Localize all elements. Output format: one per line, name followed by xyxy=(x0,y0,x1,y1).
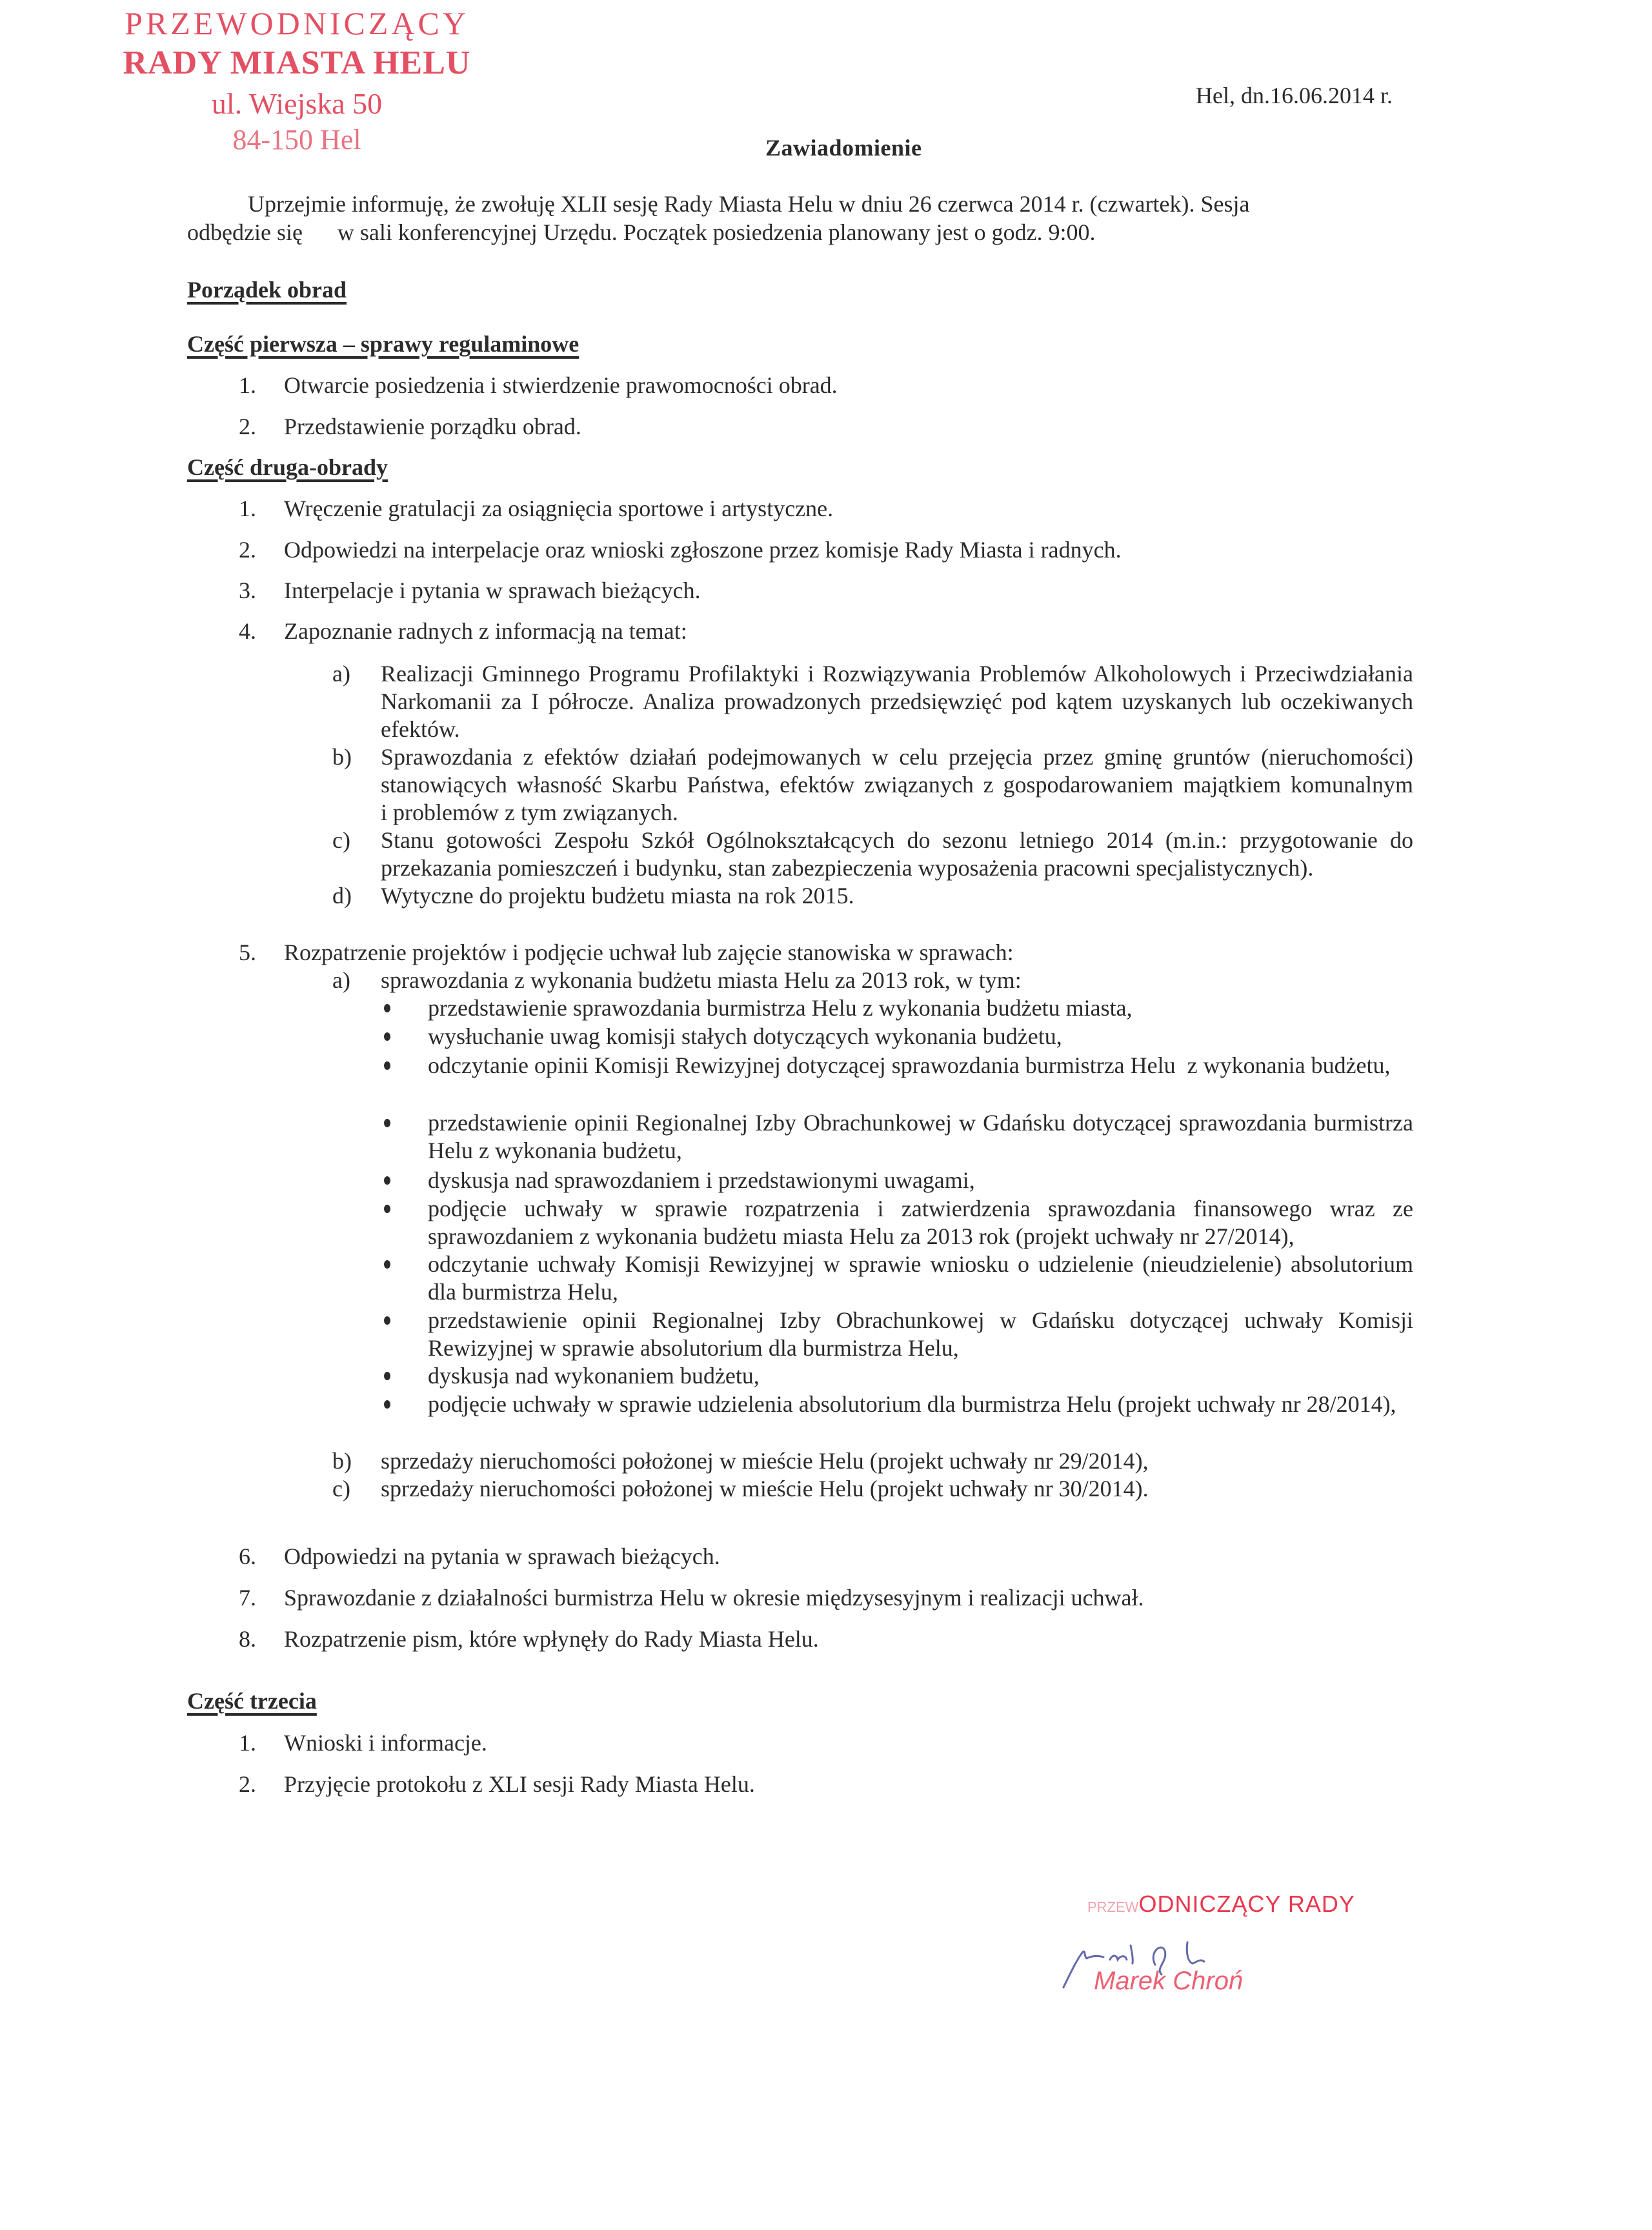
sub-item-text: sprawozdania z wykonania budżetu miasta Helu za 2013 rok, w tym: xyxy=(381,967,1022,993)
bullet-icon xyxy=(384,1372,390,1380)
stamp-faint-prefix: PRZEW xyxy=(1087,1899,1139,1915)
bullet-icon xyxy=(384,1061,390,1070)
bullet-text: przedstawienie opinii Regionalnej Izby Obrachunkowej w Gdańsku dotyczącej uchwały Komisji Rewizyjnej w sprawie absolutorium dla burmistrza Helu, xyxy=(428,1307,1413,1361)
bullet-text: podjęcie uchwały w sprawie rozpatrzenia i zatwierdzenia sprawozdania finansowego wraz ze sprawozdaniem z wykonania budżetu miasta Helu za 2013 rok (projekt uchwały nr 27/2014), xyxy=(428,1196,1413,1249)
sub-item-text: sprzedaży nieruchomości położonej w mieście Helu (projekt uchwały nr 30/2014). xyxy=(381,1476,1149,1502)
sub-item-letter: d) xyxy=(332,883,352,909)
bullet-icon xyxy=(384,1400,390,1409)
item-number: 1. xyxy=(239,496,256,521)
item-number: 1. xyxy=(239,372,256,398)
item-text: Przyjęcie protokołu z XLI sesji Rady Miasta Helu. xyxy=(284,1771,755,1797)
intro-line-1: Uprzejmie informuję, że zwołuję XLII sesję Rady Miasta Helu w dniu 26 czerwca 2014 r. (czwartek). Sesja xyxy=(248,191,1250,217)
item-text: Otwarcie posiedzenia i stwierdzenie prawomocności obrad. xyxy=(284,372,838,398)
stamp-line-council: RADY MIASTA HELU xyxy=(123,45,471,81)
sub-item-letter: a) xyxy=(332,661,350,687)
council-chairman-stamp xyxy=(123,4,471,157)
signature-stroke xyxy=(1110,1956,1127,1960)
bullet-icon xyxy=(384,1260,390,1269)
sub-item-letter: b) xyxy=(332,744,352,770)
item-number: 2. xyxy=(239,537,256,563)
part3-heading: Część trzecia xyxy=(187,1688,317,1714)
bullet-icon xyxy=(384,1119,390,1127)
item-text: Wnioski i informacje. xyxy=(284,1730,487,1756)
item-text: Przedstawienie porządku obrad. xyxy=(284,414,581,439)
sub-item-letter: b) xyxy=(332,1448,352,1474)
item-text: Rozpatrzenie projektów i podjęcie uchwał lub zajęcie stanowiska w sprawach: xyxy=(284,939,1014,965)
chairman-stamp xyxy=(1087,1891,1355,1918)
part1-heading: Część pierwsza – sprawy regulaminowe xyxy=(187,331,579,357)
item-text: Rozpatrzenie pism, które wpłynęły do Rady Miasta Helu. xyxy=(284,1626,819,1652)
sub-item-text: Stanu gotowości Zespołu Szkół Ogólnokształcących do sezonu letniego 2014 (m.in.: przygotowanie do przekazania pomieszczeń i budynku, stan zabezpieczenia wyposażenia pracowni specjalistycznych). xyxy=(381,827,1413,881)
bullet-icon xyxy=(384,1032,390,1041)
sub-item-text: Sprawozdania z efektów działań podejmowanych w celu przejęcia przez gminę gruntów (nieruchomości) stanowiących własność Skarbu Państwa, efektów związanych z gospodarowaniem majątkiem komunalnym i problemów z tym związanych. xyxy=(381,744,1471,825)
bullet-icon xyxy=(384,1316,390,1325)
bullet-text: przedstawienie sprawozdania burmistrza Helu z wykonania budżetu miasta, xyxy=(428,995,1133,1021)
bullet-text: wysłuchanie uwag komisji stałych dotyczących wykonania budżetu, xyxy=(428,1023,1062,1049)
stamp-line-postcode: 84-150 Hel xyxy=(232,124,361,156)
bullet-text: odczytanie opinii Komisji Rewizyjnej dotyczącej sprawozdania burmistrza Helu z wykonania budżetu, xyxy=(428,1052,1391,1078)
stamp-line-street: ul. Wiejska 50 xyxy=(211,87,383,120)
sub-item-letter: c) xyxy=(332,1476,350,1502)
signature-stroke xyxy=(1131,1945,1133,1964)
stamp-title: ODNICZĄCY RADY xyxy=(1138,1891,1355,1917)
item-text: Odpowiedzi na interpelacje oraz wnioski zgłoszone przez komisje Rady Miasta i radnych. xyxy=(284,537,1122,563)
bullet-text: dyskusja nad sprawozdaniem i przedstawionymi uwagami, xyxy=(428,1167,975,1193)
item-text: Wręczenie gratulacji za osiągnięcia sportowe i artystyczne. xyxy=(284,496,834,521)
item-number: 2. xyxy=(239,414,256,439)
sub-item-letter: c) xyxy=(332,827,350,853)
signature-stroke xyxy=(1187,1942,1204,1964)
item-text: Zapoznanie radnych z informacją na temat: xyxy=(284,618,687,644)
item-number: 3. xyxy=(239,578,256,603)
sub-item-text: Wytyczne do projektu budżetu miasta na rok 2015. xyxy=(381,883,854,909)
agenda-heading: Porządek obrad xyxy=(187,277,347,303)
bullet-text: odczytanie uchwały Komisji Rewizyjnej w sprawie wniosku o udzielenie (nieudzielenie) absolutorium dla burmistrza Helu, xyxy=(428,1251,1413,1305)
item-number: 5. xyxy=(239,939,256,965)
document-date: Hel, dn.16.06.2014 r. xyxy=(1196,83,1393,108)
intro-paragraph xyxy=(187,190,1413,246)
item-text: Interpelacje i pytania w sprawach bieżących. xyxy=(284,578,701,603)
item-number: 1. xyxy=(239,1730,256,1756)
item-text: Sprawozdanie z działalności burmistrza Helu w okresie międzysesyjnym i realizacji uchwał. xyxy=(284,1585,1144,1611)
intro-line-2: odbędzie się w sali konferencyjnej Urzędu. Początek posiedzenia planowany jest o godz. 9:00. xyxy=(187,219,1096,245)
bullet-icon xyxy=(384,1176,390,1185)
item-number: 6. xyxy=(239,1543,256,1569)
sub-item-text: sprzedaży nieruchomości położonej w mieście Helu (projekt uchwały nr 29/2014), xyxy=(381,1448,1149,1474)
item-number: 4. xyxy=(239,618,256,644)
bullet-icon xyxy=(384,1004,390,1012)
item-text: Odpowiedzi na pytania w sprawach bieżących. xyxy=(284,1543,720,1569)
document-title: Zawiadomienie xyxy=(765,135,922,161)
chairman-name: Marek Chroń xyxy=(1094,1967,1244,1995)
stamp-line-title: PRZEWODNICZĄCY xyxy=(125,5,469,41)
bullet-text: podjęcie uchwały w sprawie udzielenia absolutorium dla burmistrza Helu (projekt uchwały nr 28/2014), xyxy=(428,1391,1396,1417)
bullet-icon xyxy=(384,1205,390,1213)
sub-item-text: Realizacji Gminnego Programu Profilaktyki i Rozwiązywania Problemów Alkoholowych i Przeciwdziałania Narkomanii za I półrocze. Analiza prowadzonych przedsięwzięć pod kątem uzyskanych lub oczekiwanych efektów. xyxy=(381,661,1413,742)
item-number: 2. xyxy=(239,1771,256,1797)
part2-heading: Część druga-obrady xyxy=(187,454,388,480)
sub-item-letter: a) xyxy=(332,967,350,993)
bullet-text: dyskusja nad wykonaniem budżetu, xyxy=(428,1363,760,1389)
item-number: 8. xyxy=(239,1626,256,1652)
item-number: 7. xyxy=(239,1585,256,1611)
bullet-text: przedstawienie opinii Regionalnej Izby Obrachunkowej w Gdańsku dotyczącej sprawozdania burmistrza Helu z wykonania budżetu, xyxy=(428,1110,1413,1163)
